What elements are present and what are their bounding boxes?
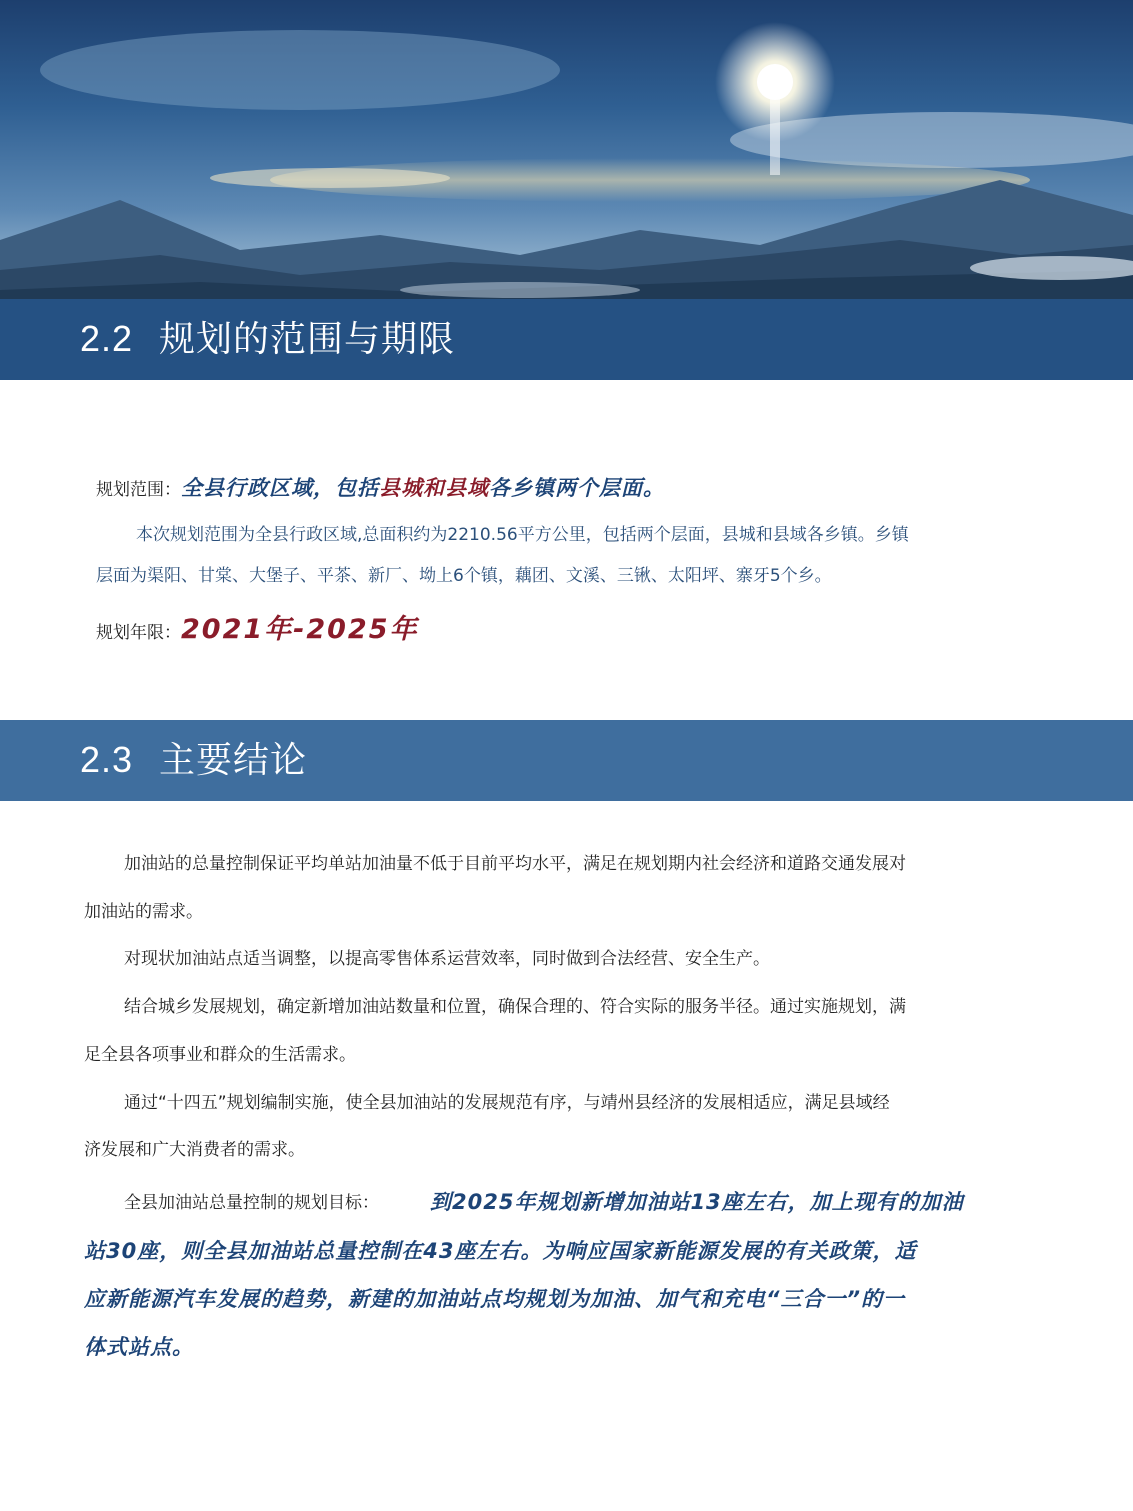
scope-emph-2: 县城和县域	[379, 476, 489, 500]
conclusion-line: 对现状加油站点适当调整，以提高零售体系运营效率，同时做到合法经营、安全生产。	[124, 949, 770, 969]
scope-summary	[96, 476, 665, 502]
conclusion-line: 加油站的总量控制保证平均单站加油量不低于目前平均水平，满足在规划期内社会经济和道路交通发展对	[124, 854, 906, 874]
section-title	[80, 317, 455, 361]
section-number: 2.3	[80, 739, 134, 780]
section-title	[80, 738, 307, 782]
section-header-2-2	[0, 299, 1133, 380]
scope-emph-1: 全县行政区域，包括	[181, 476, 379, 500]
period-label: 规划年限：	[96, 623, 181, 643]
period-summary	[96, 614, 419, 645]
goal-emph-line: 站30座，则全县加油站总量控制在43座左右。为响应国家新能源发展的有关政策，适	[84, 1239, 917, 1263]
section-heading-text: 主要结论	[159, 739, 308, 780]
section-header-2-3	[0, 720, 1133, 801]
hero-landscape-image	[0, 0, 1133, 380]
scope-body-line: 层面为渠阳、甘棠、大堡子、平茶、新厂、坳上6个镇，藕团、文溪、三锹、太阳坪、寨牙5个乡。	[96, 566, 832, 586]
goal-label: 全县加油站总量控制的规划目标：	[124, 1193, 379, 1213]
goal-emph-line: 应新能源汽车发展的趋势，新建的加油站点均规划为加油、加气和充电“三合一”的一	[84, 1287, 906, 1311]
conclusion-line: 结合城乡发展规划，确定新增加油站数量和位置，确保合理的、符合实际的服务半径。通过实施规划，满	[124, 997, 906, 1017]
conclusion-line: 通过“十四五”规划编制实施，使全县加油站的发展规范有序，与靖州县经济的发展相适应，满足县域经	[124, 1093, 890, 1113]
section-number: 2.2	[80, 318, 134, 359]
scope-label: 规划范围：	[96, 480, 181, 500]
conclusion-line: 济发展和广大消费者的需求。	[84, 1140, 305, 1160]
conclusion-line: 加油站的需求。	[84, 902, 203, 922]
section-heading-text: 规划的范围与期限	[159, 318, 456, 359]
scope-body-line: 本次规划范围为全县行政区域,总面积约为2210.56平方公里，包括两个层面，县城和县域各乡镇。乡镇	[136, 525, 909, 545]
goal-emph-line: 体式站点。	[84, 1335, 194, 1359]
conclusion-line: 足全县各项事业和群众的生活需求。	[84, 1045, 356, 1065]
goal-emph-line: 到2025年规划新增加油站13座左右，加上现有的加油	[430, 1190, 964, 1214]
period-value: 2021年-2025年	[181, 614, 419, 645]
scope-emph-3: 各乡镇两个层面。	[489, 476, 665, 500]
